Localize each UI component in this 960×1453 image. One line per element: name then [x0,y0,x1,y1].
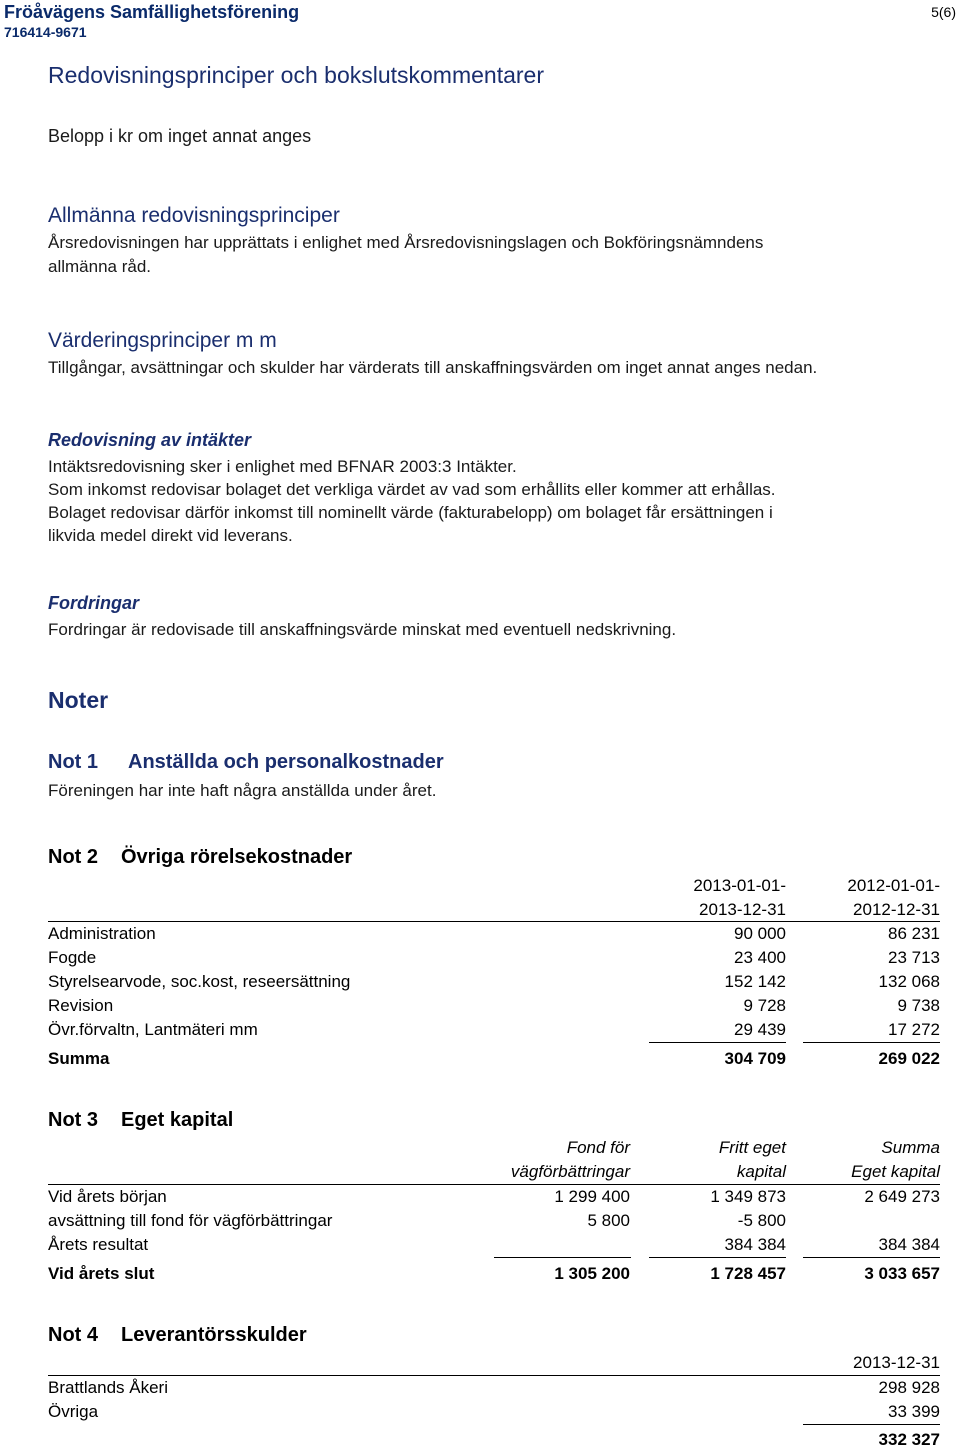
note2-row-value-2013: 9 728 [743,996,786,1015]
note4-total: 332 327 [878,1430,940,1449]
page-number: 5(6) [931,4,956,20]
note3-col3-header-line1: Summa [881,1138,940,1157]
note3-sum-rule-total [803,1257,940,1258]
note4-row-value: 33 399 [888,1402,940,1421]
note2-col1-header-line2: 2013-12-31 [699,900,786,919]
revenue-heading: Redovisning av intäkter [48,430,252,450]
note3-row-label: Årets resultat [48,1235,149,1254]
note3-col2-header-line1: Fritt eget [718,1138,786,1157]
note3-row-free-equity: -5 800 [737,1211,786,1230]
note4-row-label: Brattlands Åkeri [48,1378,168,1397]
note1-text: Föreningen har inte haft några anställda under året. [48,781,437,800]
note3-total-fund: 1 305 200 [554,1264,630,1283]
receivables-heading: Fordringar [48,593,140,613]
general-line-1: Årsredovisningen har upprättats i enlighet med Årsredovisningslagen och Bokföringsnämndens [48,233,764,252]
note2-sum-rule-2012 [803,1042,940,1043]
note2-row-value-2013: 29 439 [734,1020,786,1039]
note3-header-rule [48,1184,940,1185]
note3-total-label: Vid årets slut [48,1264,155,1283]
receivables-text: Fordringar är redovisade till anskaffningsvärde minskat med eventuell nedskrivning. [48,620,677,639]
revenue-line-3: Bolaget redovisar därför inkomst till nominellt värde (fakturabelopp) om bolaget får ersättningen i [48,503,773,522]
note2-title: Övriga rörelsekostnader [121,846,353,868]
note3-row-free-equity: 384 384 [724,1235,786,1254]
note2-row-value-2013: 152 142 [724,972,786,991]
note2-header-rule [48,921,940,922]
org-name: Fröåvägens Samfällighetsförening [4,2,300,22]
note2-row-value-2013: 23 400 [734,948,786,967]
note2-col1-header-line1: 2013-01-01- [693,876,786,895]
note3-col1-header-line2: vägförbättringar [510,1162,630,1181]
note3-row-total-equity: 384 384 [878,1235,940,1254]
note2-row-label: Revision [48,996,114,1015]
general-line-2: allmänna råd. [48,257,152,276]
note3-row-label: avsättning till fond för vägförbättringar [48,1211,333,1230]
note3-title: Eget kapital [121,1109,234,1131]
note3-col2-header-line2: kapital [736,1162,786,1181]
note3-col1-header-line1: Fond för [566,1138,630,1157]
note4-sum-rule [803,1424,940,1425]
note4-col-header: 2013-12-31 [853,1353,940,1372]
note2-row-value-2012: 9 738 [897,996,940,1015]
note2-row-label: Övr.förvaltn, Lantmäteri mm [48,1020,258,1039]
revenue-line-2: Som inkomst redovisar bolaget det verkliga värdet av vad som erhållits eller kommer att erhållas. [48,480,776,499]
note3-total-equity: 3 033 657 [864,1264,940,1283]
note2-row-value-2013: 90 000 [734,924,786,943]
note2-row-value-2012: 17 272 [888,1020,940,1039]
note3-row-fund: 1 299 400 [554,1187,630,1206]
note2-row-label: Styrelsearvode, soc.kost, reseersättning [48,972,351,991]
note2-row-value-2012: 23 713 [888,948,940,967]
note3-row-total-equity: 2 649 273 [864,1187,940,1206]
note2-number: Not 2 [48,846,98,868]
general-heading: Allmänna redovisningsprinciper [48,204,340,227]
note3-row-free-equity: 1 349 873 [710,1187,786,1206]
note2-total-2012: 269 022 [878,1049,940,1068]
note2-total-label: Summa [48,1049,110,1068]
org-number: 716414-9671 [4,24,87,40]
note2-total-2013: 304 709 [724,1049,786,1068]
note2-row-value-2012: 132 068 [878,972,940,991]
note1-title: Anställda och personalkostnader [128,751,444,773]
note4-title: Leverantörsskulder [121,1324,307,1346]
note3-row-fund: 5 800 [587,1211,630,1230]
note3-total-free-equity: 1 728 457 [710,1264,786,1283]
note2-row-label: Administration [48,924,156,943]
note4-row-value: 298 928 [878,1378,940,1397]
note3-sum-rule-free [649,1257,786,1258]
note4-number: Not 4 [48,1324,98,1346]
note2-row-label: Fogde [48,948,97,967]
note3-row-label: Vid årets början [48,1187,167,1206]
note3-number: Not 3 [48,1109,98,1131]
currency-note: Belopp i kr om inget annat anges [48,126,312,146]
notes-heading: Noter [48,687,109,713]
valuation-text: Tillgångar, avsättningar och skulder har värderats till anskaffningsvärden om inget annat anges nedan. [48,358,818,377]
revenue-line-1: Intäktsredovisning sker i enlighet med BFNAR 2003:3 Intäkter. [48,457,517,476]
note4-header-rule [48,1375,940,1376]
note2-row-value-2012: 86 231 [888,924,940,943]
note4-row-label: Övriga [48,1402,99,1421]
valuation-heading: Värderingsprinciper m m [48,329,277,352]
note2-col2-header-line2: 2012-12-31 [853,900,940,919]
revenue-line-4: likvida medel direkt vid leverans. [48,526,293,545]
page-title: Redovisningsprinciper och bokslutskommentarer [48,62,545,88]
note2-col2-header-line1: 2012-01-01- [847,876,940,895]
note3-col3-header-line2: Eget kapital [851,1162,940,1181]
note3-sum-rule-fund [494,1257,631,1258]
note2-sum-rule-2013 [649,1042,786,1043]
note1-number: Not 1 [48,751,98,773]
